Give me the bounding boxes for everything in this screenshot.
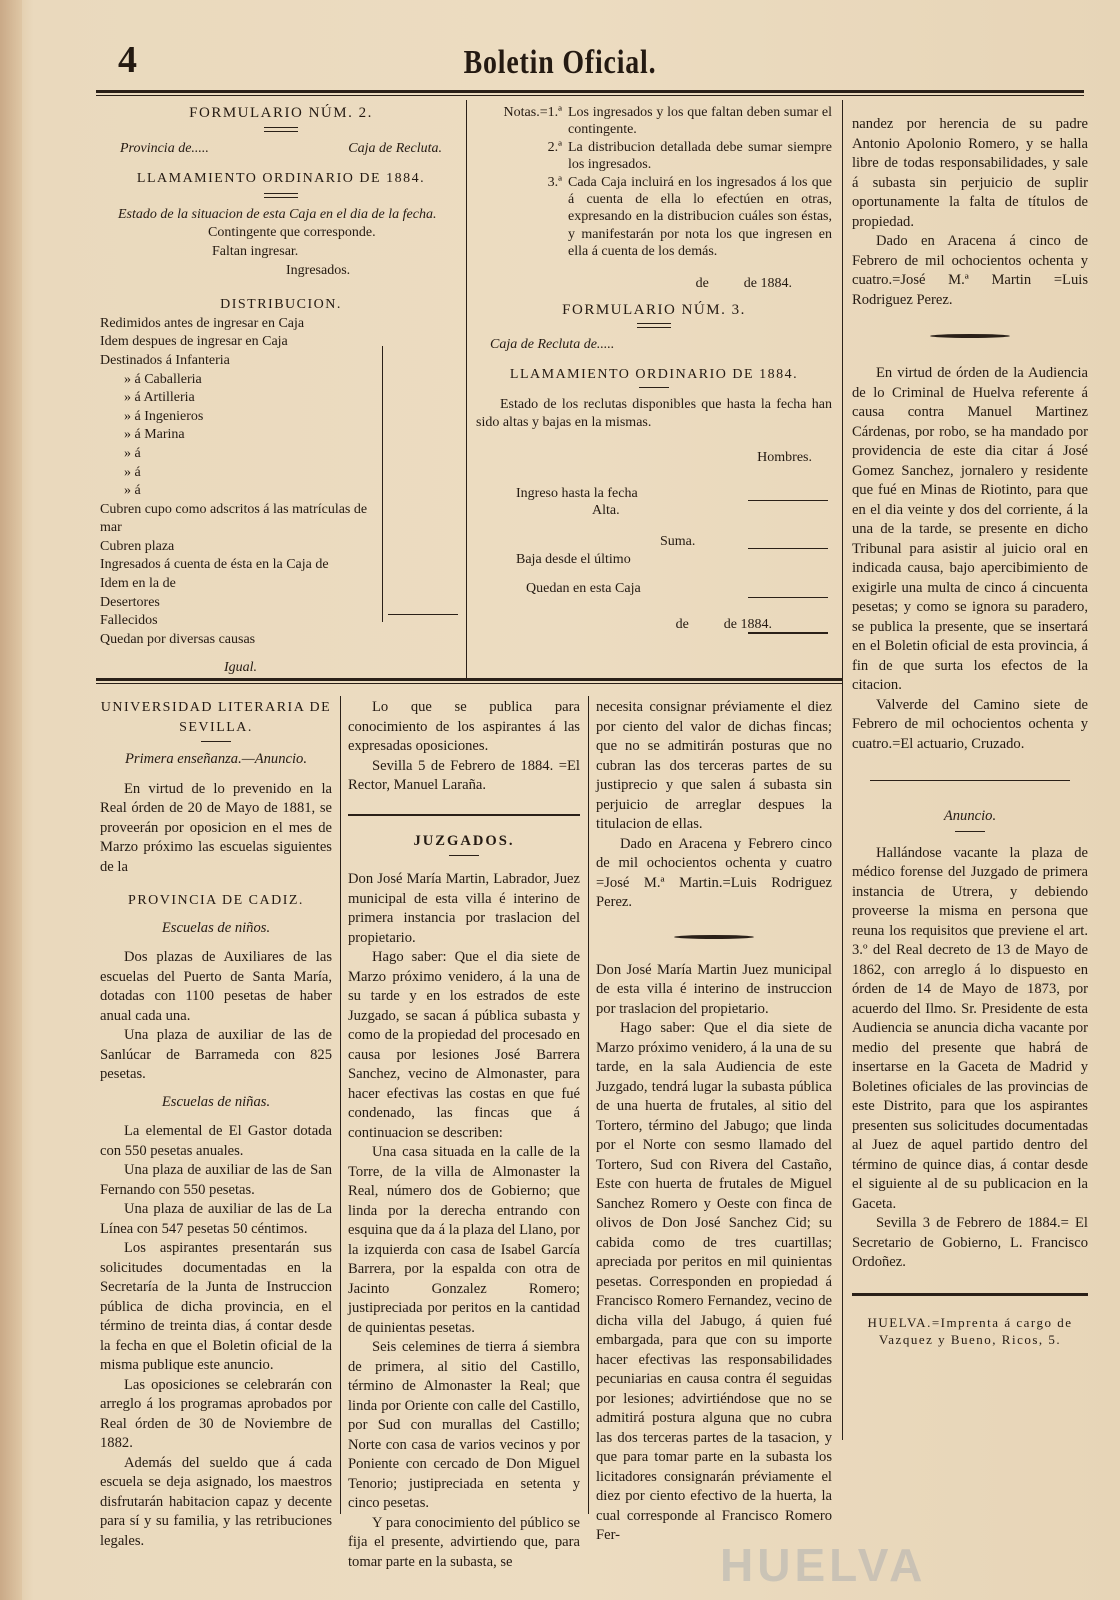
- distrib-row: Fallecidos: [100, 613, 158, 629]
- form2-block: [100, 104, 462, 678]
- note-num: 1.ª: [547, 105, 562, 120]
- distrib-row: » á: [124, 483, 141, 499]
- paragraph: Una plaza de auxiliar de las de La Línea con 547 pesetas 50 céntimos.: [100, 1201, 332, 1237]
- universidad-title-2: SEVILLA.: [179, 719, 253, 735]
- paragraph: Valverde del Camino siete de Febrero de mil ochocientos ochenta y cuatro.=El actuario, Cruzado.: [852, 696, 1088, 752]
- divider: [264, 127, 298, 132]
- distrib-row: » á Caballeria: [124, 371, 202, 387]
- paragraph: Una plaza de auxiliar de las de Sanlúcar de Barrameda con 825 pesetas.: [100, 1027, 332, 1082]
- paragraph: Una casa situada en la calle de la Torre, de la villa de Almonaster la Real, número dos de Gobierno; que linda por la derecha entrando con esquina que da á la plaza del Llano, por la izquierda con casa de Isabel García Barrera, por la espalda con otra de Jacinto Gonzalez Romero; justipreciada por peritos en la cantidad de quinientas pesetas.: [348, 1144, 580, 1336]
- juzgados-heading: JUZGADOS.: [413, 832, 515, 849]
- form2-province-row: [100, 140, 462, 159]
- paragraph: Y para conocimiento del público se fija el presente, advirtiendo que, para tomar parte en la subasta, se: [348, 1514, 580, 1570]
- form3-date: de de 1884.: [675, 616, 772, 632]
- distrib-row: Cubren plaza: [100, 538, 175, 554]
- form3-row: Suma.: [660, 534, 696, 550]
- form3-title: FORMULARIO NÚM. 3.: [562, 302, 746, 319]
- form2-estado: Estado de la situacion de esta Caja en el dia de la fecha.: [118, 206, 437, 222]
- paragraph: nandez por herencia de su padre Antonio Apolonio Romero, y se halla libre de todas responsabilidades, y sale á subasta sin perjuicio de suplir oportunamente la falta de títulos de propiedad.: [852, 116, 1088, 230]
- distrib-row: » á: [124, 464, 141, 480]
- column-rule: [340, 696, 341, 1514]
- ninos-heading: Escuelas de niños.: [161, 919, 271, 936]
- form3-hombres: Hombres.: [757, 450, 812, 466]
- separator: [852, 1293, 1088, 1296]
- paragraph: En virtud de órden de la Audiencia de lo Criminal de Huelva referente á causa contra Manuel Martinez Cárdenas, por robo, se ha mandado por providencia de este dia citar á José Gomez Sanchez, jornalero y residente que fué en Minas de Riotinto, para que en el dia veinte y dos del corriente, á la una de la tarde, se presente en dicho Tribunal para asistir al juicio oral en indicada causa, bajo apercibimiento de exigirle una multa de cinco á cincuenta pesetas; y como se ignora su paradero, se publica la presente, que se insertará en el Boletin oficial de esta provincia, á fin de que surta los efectos de la citacion.: [852, 365, 1088, 693]
- divider: [637, 323, 671, 328]
- form3-row: Ingreso hasta la fecha: [516, 485, 638, 501]
- paragraph: Además del sueldo que á cada escuela se deja asignado, los maestros disfrutarán habitacion capaz y decente para sí y su familia, y las retribuciones legales.: [100, 1454, 332, 1549]
- page-number: 4: [118, 39, 137, 81]
- form3-llamamiento: LLAMAMIENTO ORDINARIO DE 1884.: [509, 366, 799, 382]
- distrib-list: [100, 315, 375, 501]
- form2-igual: Igual.: [224, 660, 258, 676]
- distrib-row: » á Marina: [124, 427, 185, 443]
- notes-date: de de 1884.: [695, 275, 792, 291]
- bracket: [372, 346, 383, 622]
- paragraph: Hago saber: Que el dia siete de Marzo próximo venidero, á la una de su tarde, en la sala Audiencia de este Juzgado, tendrá lugar la subasta pública de una huerta de frutales, al sitio del Tortero, término del Jabugo; que linda por el Norte con sesmo llamado del Tortero, Sud con Rivera del Castaño, Este con huerta de frutales de Miguel Sanchez Romero y Oeste con finca de olivos de Don José Sanchez Cid; su cabida como de tres cuartillas; apreciada por peritos en mil quinientas pesetas. Corresponden en propiedad á Francisco Romero Fernandez, vecino de dicha villa del Jabugo, á quien fué embargada, para que con su importe hacer efectivas las responsabilidades pecuniarias en causa contra él seguidas por lesiones; advirtiéndose que no se admitirá postura alguna que no cubra las dos terceras partes de la tasacion, y que para tomar parte en la subasta los licitadores consignarán préviamente el diez por ciento efectivo de la huerta, la cual corresponde al Francisco Romero Fer-: [596, 1020, 832, 1543]
- form3-estado: Estado de los reclutas disponibles que hasta la fecha han sido altas y bajas en la mismas.: [476, 397, 832, 430]
- separator: [674, 935, 754, 939]
- header-rule-thin: [96, 95, 1084, 96]
- distrib-row: » á Ingenieros: [124, 408, 204, 424]
- note-text: La distribucion detallada debe sumar siempre los ingresados.: [568, 139, 832, 173]
- imprenta-line-1: HUELVA.=Imprenta á cargo de: [867, 1314, 1073, 1330]
- section-rule-thin: [96, 683, 842, 684]
- form3-row: Quedan en esta Caja: [526, 581, 641, 597]
- distrib-row: » á Artilleria: [124, 390, 195, 406]
- distrib-row: Ingresados á cuenta de ésta en la Caja de: [100, 557, 329, 573]
- divider: [449, 855, 479, 856]
- distrib-row: Idem despues de ingresar en Caja: [100, 334, 288, 350]
- paragraph: Don José María Martin, Labrador, Juez municipal de esta villa é interino de primera instancia por traslacion del propietario.: [348, 871, 580, 946]
- total-line: [748, 632, 828, 634]
- paragraph: necesita consignar préviamente el diez por ciento del valor de dichas fincas; que no se admitirán posturas que no cubran las dos terceras partes de su justiprecio y que salen á subasta sin perjuicio de arreglar despues la titulacion de ellas.: [596, 699, 832, 832]
- distrib-title: DISTRIBUCION.: [220, 297, 342, 313]
- distrib-row: Idem en la de: [100, 576, 176, 592]
- paragraph: Seis celemines de tierra á siembra de primera, al sitio del Castillo, término de Almonaster la Real; que linda por Oriente con calle del Castillo, por Sud con murallas del Castillo; Norte con casa de varios vecinos y por Poniente con cercado de Don Miguel Tenorio; justipreciada en setenta y cinco pesetas.: [348, 1339, 580, 1511]
- total-line: [748, 597, 828, 598]
- total-line: [748, 500, 828, 501]
- paragraph: Dado en Aracena á cinco de Febrero de mil ochocientos ochenta y cuatro.=José M.ª Martin =Luis Rodriguez Perez.: [852, 233, 1088, 308]
- summary-row: Contingente que corresponde.: [208, 225, 376, 241]
- paragraph: Lo que se publica para conocimiento de los aspirantes á las expresadas oposiciones.: [348, 699, 580, 754]
- col3-block: [596, 698, 832, 1546]
- separator: [930, 334, 1010, 338]
- page-edge: [0, 0, 22, 1600]
- separator: [870, 780, 1070, 781]
- paragraph: Sevilla 3 de Febrero de 1884.= El Secretario de Gobierno, L. Francisco Ordoñez.: [852, 1215, 1088, 1270]
- note-number: 2.ª: [547, 139, 562, 155]
- form3-row: Alta.: [592, 502, 620, 518]
- archive-watermark: HUELVA: [720, 1539, 927, 1591]
- page-title: Boletin Oficial.: [463, 44, 657, 81]
- column-rule: [466, 100, 467, 678]
- divider: [639, 387, 669, 388]
- section-rule: [96, 678, 842, 681]
- distrib-row: Cubren cupo como adscritos á las matrículas de mar: [100, 501, 368, 536]
- paragraph: Don José María Martin Juez municipal de esta villa é interino de instruccion por traslacion del propietario.: [596, 961, 832, 1017]
- paragraph: Dado en Aracena y Febrero cinco de mil ochocientos ochenta y cuatro =José M.ª Martin.=Luis Rodriguez Perez.: [596, 835, 832, 910]
- paragraph: Hallándose vacante la plaza de médico forense del Juzgado de primera instancia de Utrera, y debiendo proveerse la misma en persona que reuna los requisitos que previene el art. 3.º del Real decreto de 13 de Mayo de 1862, con arreglo á lo dispuesto en órden de 14 de Mayo de 1873, por acuerdo del Ilmo. Sr. Presidente de esta Audiencia se anuncia dicha vacante por medio del presente que habrá de insertarse en la Gaceta de Madrid y Boletines oficiales de las provincias de este Distrito, para que los aspirantes presenten sus solicitudes documentadas al Juez de aquel partido dentro del término de quince dias, á contar desde el siguiente al de su publicacion en la Gaceta.: [852, 844, 1088, 1212]
- form3-rows: [476, 485, 832, 598]
- note-item: [476, 174, 832, 261]
- col3-top-block: [852, 115, 1088, 1348]
- column-rule: [588, 696, 589, 1514]
- note-number: 3.ª: [547, 174, 562, 190]
- separator: [348, 814, 580, 816]
- ninas-heading: Escuelas de niñas.: [161, 1093, 271, 1110]
- form3-row: Baja desde el último: [516, 551, 631, 567]
- distrib-list-2: [100, 501, 375, 650]
- header-rule: [96, 90, 1084, 93]
- paragraph: Las oposiciones se celebrarán con arreglo á los programas aprobados por Real órden de 30 de Noviembre de 1882.: [100, 1376, 332, 1451]
- form2-title: FORMULARIO NÚM. 2.: [189, 105, 373, 121]
- paragraph: En virtud de lo prevenido en la Real órden de 20 de Mayo de 1881, se proveerán por oposicion en el mes de Marzo próximo las escuelas siguientes de la: [100, 780, 332, 875]
- paragraph: La elemental de El Gastor dotada con 550 pesetas anuales.: [100, 1123, 332, 1159]
- paragraph: Hago saber: Que el dia siete de Marzo próximo venidero, á la una de su tarde y en los estrados de este Juzgado, se sacan á pública subasta y como de la propiedad del procesado en causa por lesiones José Barrera Sanchez, vecino de Almonaster, para hacer efectivas las costas en que fué condenado, las fincas que á continuacion se describen:: [348, 949, 580, 1141]
- total-line: [748, 548, 828, 549]
- column-rule: [842, 100, 843, 1440]
- paragraph: Sevilla 5 de Febrero de 1884. =El Rector, Manuel Laraña.: [348, 757, 580, 793]
- distrib-row: Desertores: [100, 594, 160, 610]
- note-number: Notas.=1.ª: [503, 105, 562, 120]
- divider: [264, 193, 298, 198]
- universidad-title: UNIVERSIDAD LITERARIA DE: [100, 700, 332, 715]
- distrib-row: Quedan por diversas causas: [100, 631, 256, 647]
- paragraph: Una plaza de auxiliar de las de San Fernando con 550 pesetas.: [100, 1162, 332, 1198]
- form3-caja: Caja de Recluta de.....: [490, 337, 615, 353]
- form2-province: Provincia de.....: [120, 140, 209, 156]
- provincia-heading: PROVINCIA DE CADIZ.: [128, 893, 304, 908]
- notes-block: [476, 104, 832, 633]
- distrib-row: » á: [124, 445, 141, 461]
- universidad-sub: Primera enseñanza.—Anuncio.: [125, 751, 307, 767]
- note-item: [476, 139, 832, 174]
- form2-summary: [100, 224, 462, 280]
- note-item: [476, 104, 832, 139]
- paragraph: Los aspirantes presentarán sus solicitudes documentadas en la Secretaría de la Junta de Instruccion pública de dicha provincia, en el término de treinta dias, á contar desde la fecha en que el Boletin oficial de la misma publique este anuncio.: [100, 1240, 332, 1373]
- imprenta-line-2: Vazquez y Bueno, Ricos, 5.: [878, 1331, 1062, 1347]
- universidad-block: [100, 698, 332, 1551]
- divider: [955, 831, 985, 832]
- summary-row: Faltan ingresar.: [212, 243, 299, 259]
- total-line: [388, 614, 458, 615]
- notes-label: Notas.: [503, 105, 540, 120]
- distrib-row: Destinados á Infanteria: [100, 352, 230, 368]
- divider: [201, 741, 231, 742]
- summary-row: Ingresados.: [286, 262, 351, 278]
- col2-block: [348, 698, 580, 1572]
- distrib-row: Redimidos antes de ingresar en Caja: [100, 315, 305, 331]
- anuncio-title: Anuncio.: [943, 808, 997, 824]
- form2-caja: Caja de Recluta.: [348, 140, 442, 156]
- note-text: Los ingresados y los que faltan deben sumar el contingente.: [568, 105, 832, 138]
- paragraph: Dos plazas de Auxiliares de las escuelas del Puerto de Santa María, dotadas con 1100 pesetas de haber anual cada una.: [100, 949, 332, 1024]
- notes-list: [476, 104, 832, 261]
- note-text: Cada Caja incluirá en los ingresados á los que á cuenta de ella lo efectúen en otras, expresando en la distribucion cuáles son éstas, y manifestarán por nota los que ingresen en ella á cuenta de los demás.: [568, 174, 832, 260]
- form2-llamamiento: LLAMAMIENTO ORDINARIO DE 1884.: [136, 171, 426, 187]
